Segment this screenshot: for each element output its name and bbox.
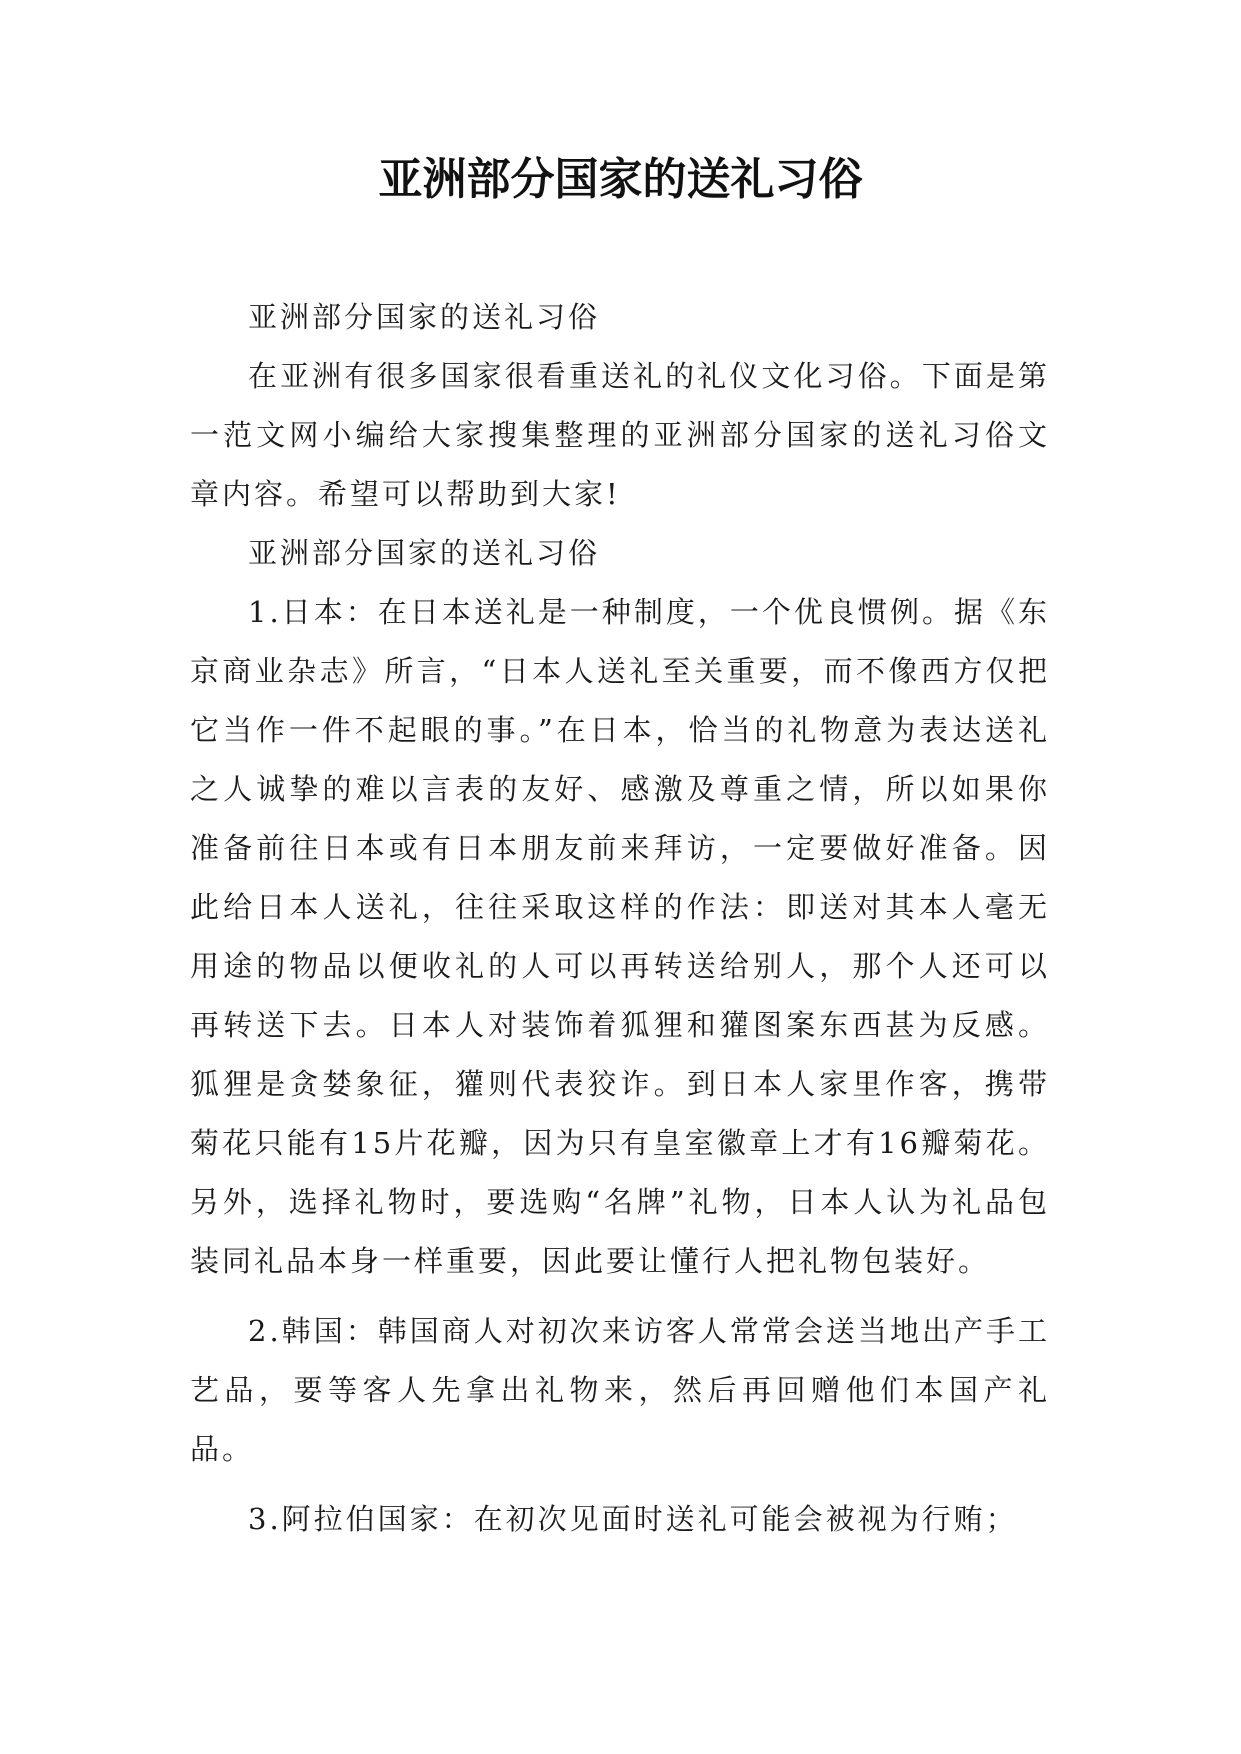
paragraph-heading-2: 亚洲部分国家的送礼习俗 <box>248 536 601 570</box>
paragraph-korea: 2.韩国：韩国商人对初次来访客人常常会送当地出产手工艺品，要等客人先拿出礼物来，然后再回赠他们本国产礼品。 <box>190 1314 1050 1466</box>
paragraph-intro: 在亚洲有很多国家很看重送礼的礼仪文化习俗。下面是第一范文网小编给大家搜集整理的亚洲部分国家的送礼习俗文章内容。希望可以帮助到大家! <box>190 359 1050 511</box>
document-body <box>190 288 1050 1549</box>
paragraph-japan: 1.日本：在日本送礼是一种制度，一个优良惯例。据《东京商业杂志》所言，“日本人送礼至关重要，而不像西方仅把它当作一件不起眼的事。”在日本，恰当的礼物意为表达送礼之人诚挚的难以言表的友好、感激及尊重之情，所以如果你准备前往日本或有日本朋友前来拜访，一定要做好准备。因此给日本人送礼，往往采取这样的作法：即送对其本人毫无用途的物品以便收礼的人可以再转送给别人，那个人还可以再转送下去。日本人对装饰着狐狸和獾图案东西甚为反感。狐狸是贪婪象征，獾则代表狡诈。到日本人家里作客，携带菊花只能有15片花瓣，因为只有皇室徽章上才有16瓣菊花。另外，选择礼物时，要选购“名牌”礼物，日本人认为礼品包装同礼品本身一样重要，因此要让懂行人把礼物包装好。 <box>190 595 1050 1278</box>
paragraph-heading-1: 亚洲部分国家的送礼习俗 <box>248 300 601 334</box>
document-title: 亚洲部分国家的送礼习俗 <box>378 154 863 205</box>
paragraph-arab: 3.阿拉伯国家：在初次见面时送礼可能会被视为行贿； <box>248 1502 1018 1536</box>
